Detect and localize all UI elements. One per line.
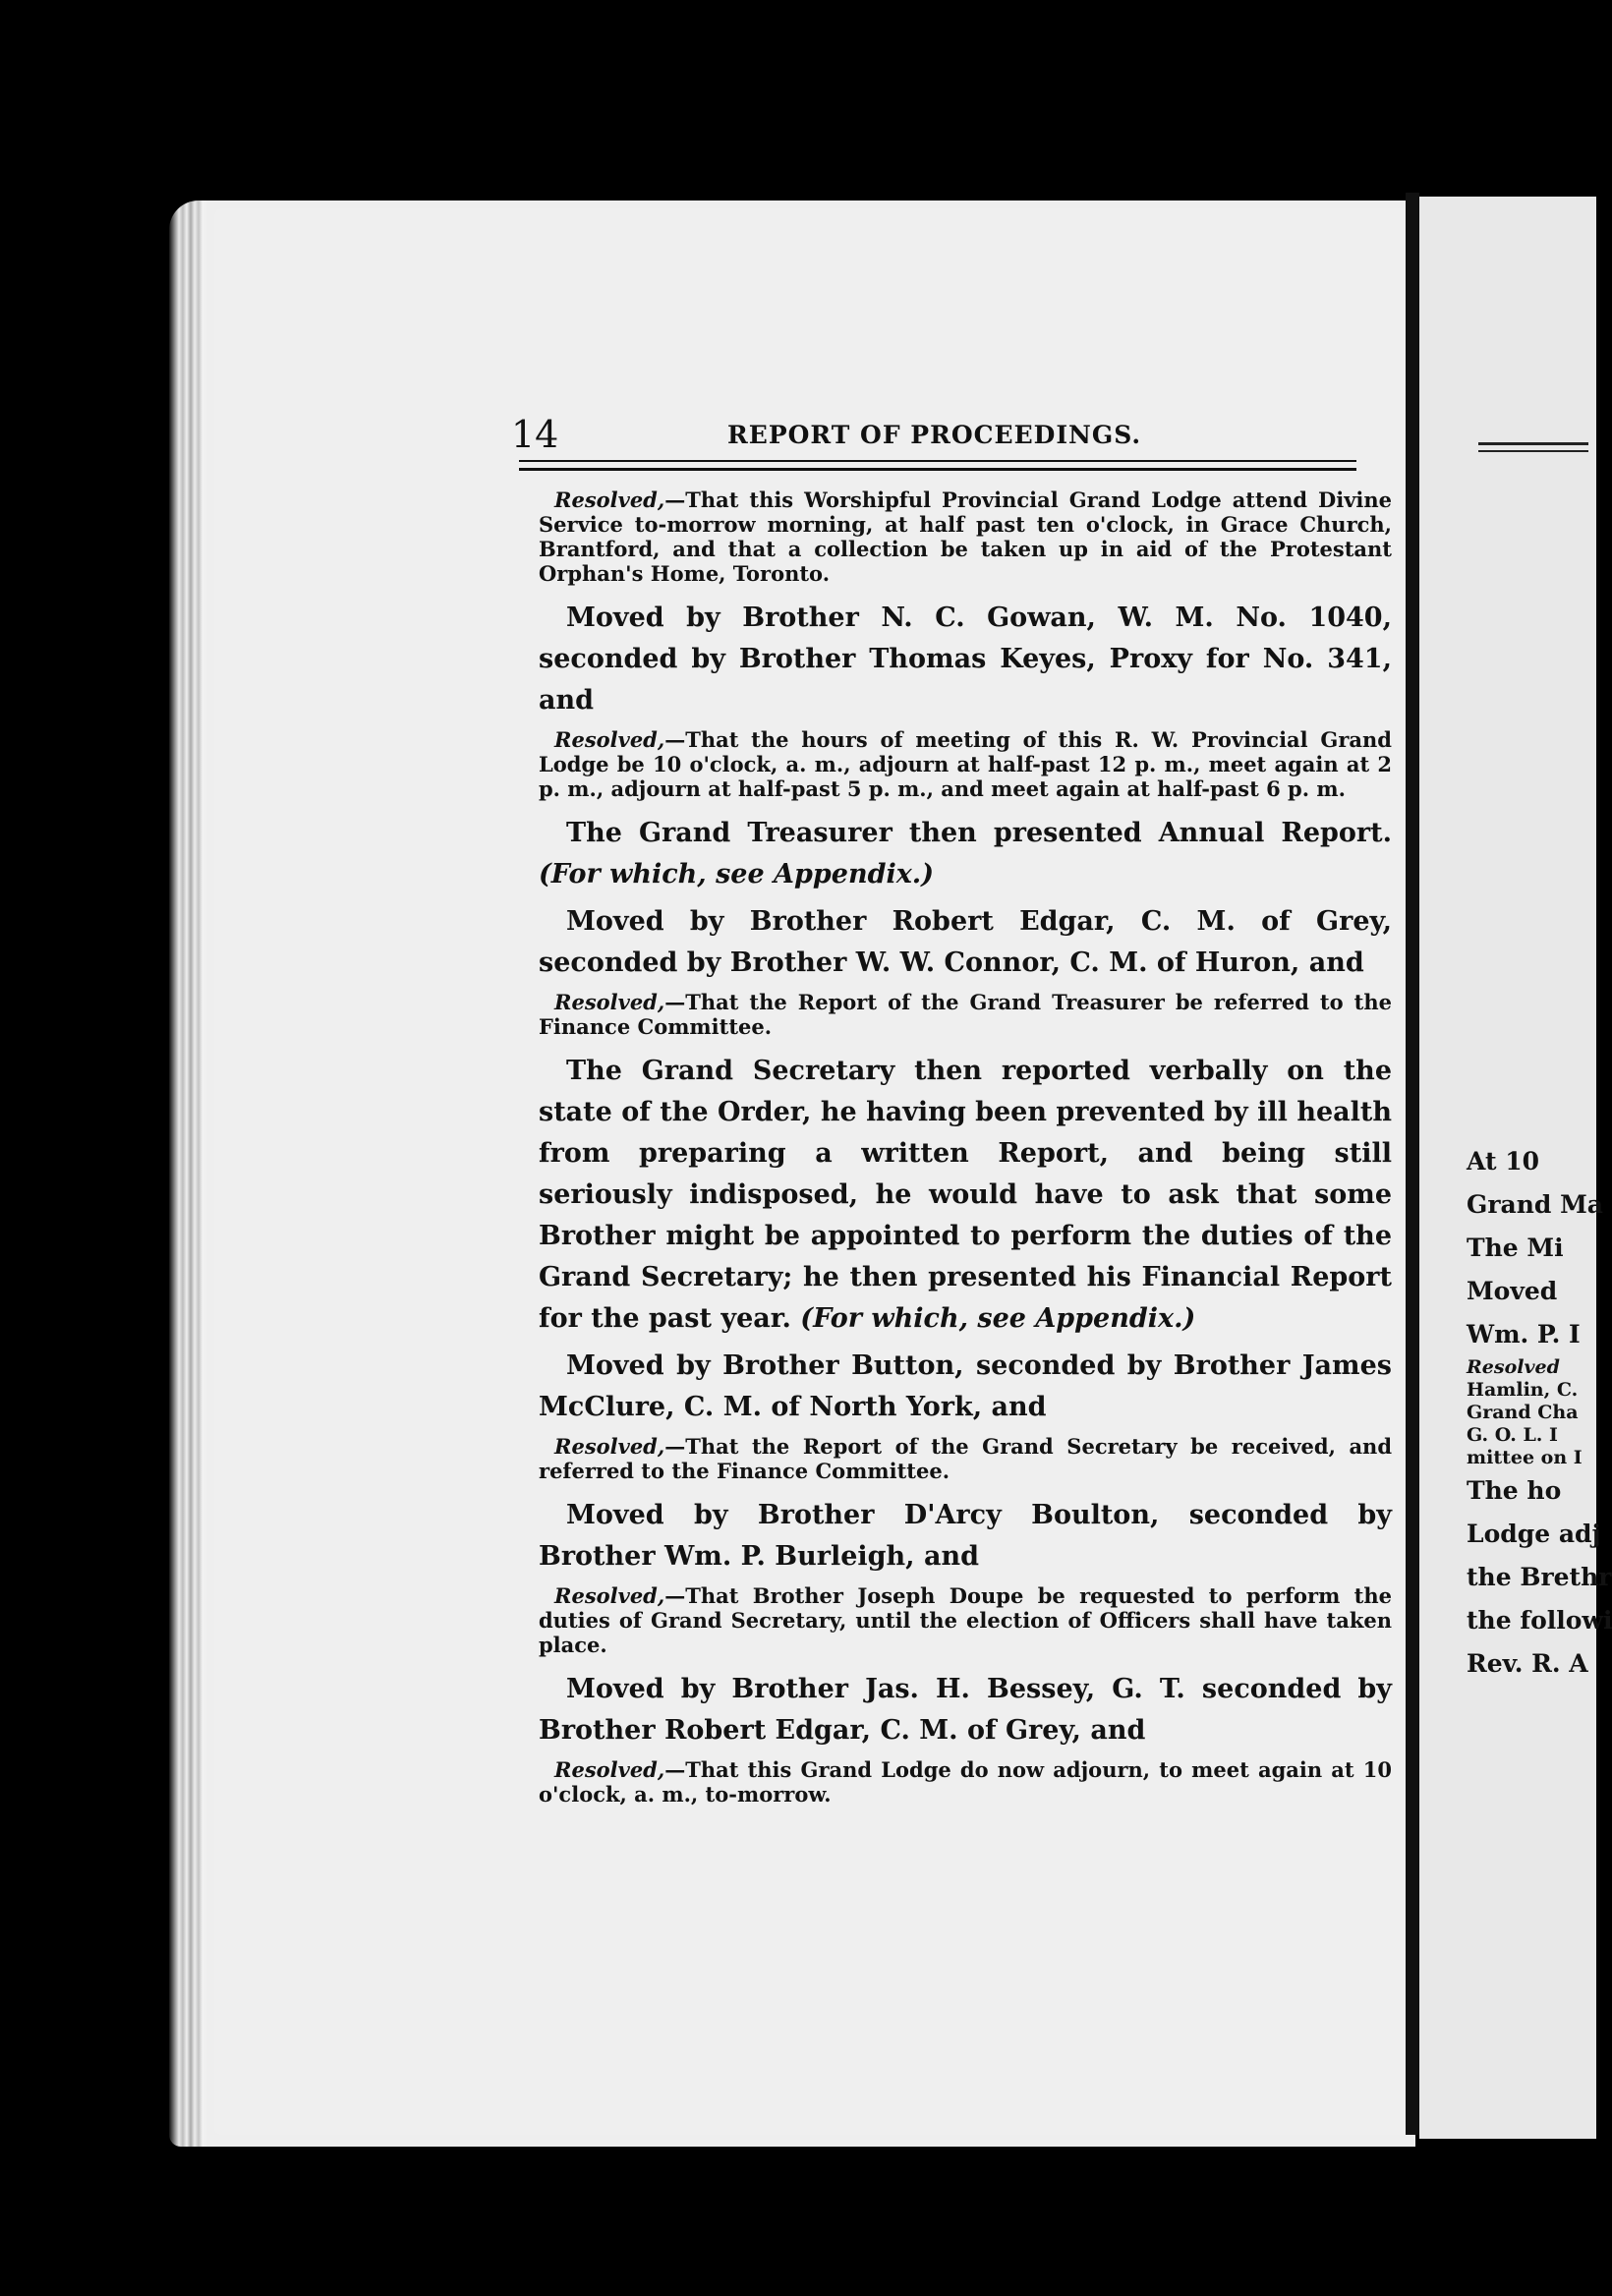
header-rule bbox=[519, 460, 1356, 462]
motion-paragraph: Moved by Brother Button, seconded by Brother James McClure, C. M. of North York, and bbox=[539, 1350, 1392, 1422]
secretary-report-paragraph: The Grand Secretary then reported verbally on the state of the Order, he having been prevented by ill health from preparing a written Report, and being still seriously indisposed, he would have to ask that some Brother might be appointed to perform the duties of the Grand Secretary; he then presented his Financial Report for the past year. (For which, see Appendix.) bbox=[539, 1056, 1392, 1334]
page-body bbox=[539, 488, 1392, 1818]
motion-paragraph: Moved by Brother N. C. Gowan, W. M. No. 1040, seconded by Brother Thomas Keyes, Proxy for No. 341, and bbox=[539, 603, 1392, 716]
resolution-paragraph: Resolved,—That the hours of meeting of this R. W. Provincial Grand Lodge be 10 o'clock, a. m., adjourn at half-past 12 p. m., meet again at 2 p. m., adjourn at half-past 5 p. m., and meet again at half-past 6 p. m. bbox=[539, 727, 1392, 801]
resolution-paragraph: Resolved,—That the Report of the Grand Treasurer be referred to the Finance Committee. bbox=[539, 990, 1392, 1039]
treasurer-report-paragraph: The Grand Treasurer then presented Annual Report. (For which, see Appendix.) bbox=[539, 818, 1392, 890]
book-gutter bbox=[1406, 193, 1419, 2135]
right-page-rule-double bbox=[1478, 450, 1588, 452]
right-page-rule bbox=[1478, 442, 1588, 445]
motion-paragraph: Moved by Brother Robert Edgar, C. M. of Grey, seconded by Brother W. W. Connor, C. M. of Huron, and bbox=[539, 906, 1392, 978]
motion-paragraph: Moved by Brother Jas. H. Bessey, G. T. seconded by Brother Robert Edgar, C. M. of Grey, and bbox=[539, 1674, 1392, 1746]
resolution-paragraph: Resolved,—That this Worshipful Provincial Grand Lodge attend Divine Service to-morrow morning, at half past ten o'clock, in Grace Church, Brantford, and that a collection be taken up in aid of the Protestant Orphan's Home, Toronto. bbox=[539, 488, 1392, 586]
right-page-text: At 10 Grand Ma The Mi Moved Wm. P. I Resolved Hamlin, C. Grand Cha G. O. L. I mittee on I The ho Lodge adj the Brethr the followi Rev. R. A bbox=[1467, 1147, 1612, 1678]
resolution-paragraph: Resolved,—That Brother Joseph Doupe be requested to perform the duties of Grand Secretary, until the election of Officers shall have taken place. bbox=[539, 1583, 1392, 1657]
page-number: 14 bbox=[511, 413, 559, 456]
header-rule-double bbox=[519, 468, 1356, 471]
page-header bbox=[511, 413, 1356, 462]
resolution-paragraph: Resolved,—That the Report of the Grand Secretary be received, and referred to the Finance Committee. bbox=[539, 1434, 1392, 1483]
motion-paragraph: Moved by Brother D'Arcy Boulton, seconded by Brother Wm. P. Burleigh, and bbox=[539, 1500, 1392, 1572]
resolution-paragraph: Resolved,—That this Grand Lodge do now adjourn, to meet again at 10 o'clock, a. m., to-morrow. bbox=[539, 1757, 1392, 1807]
running-head: REPORT OF PROCEEDINGS. bbox=[727, 421, 1142, 449]
